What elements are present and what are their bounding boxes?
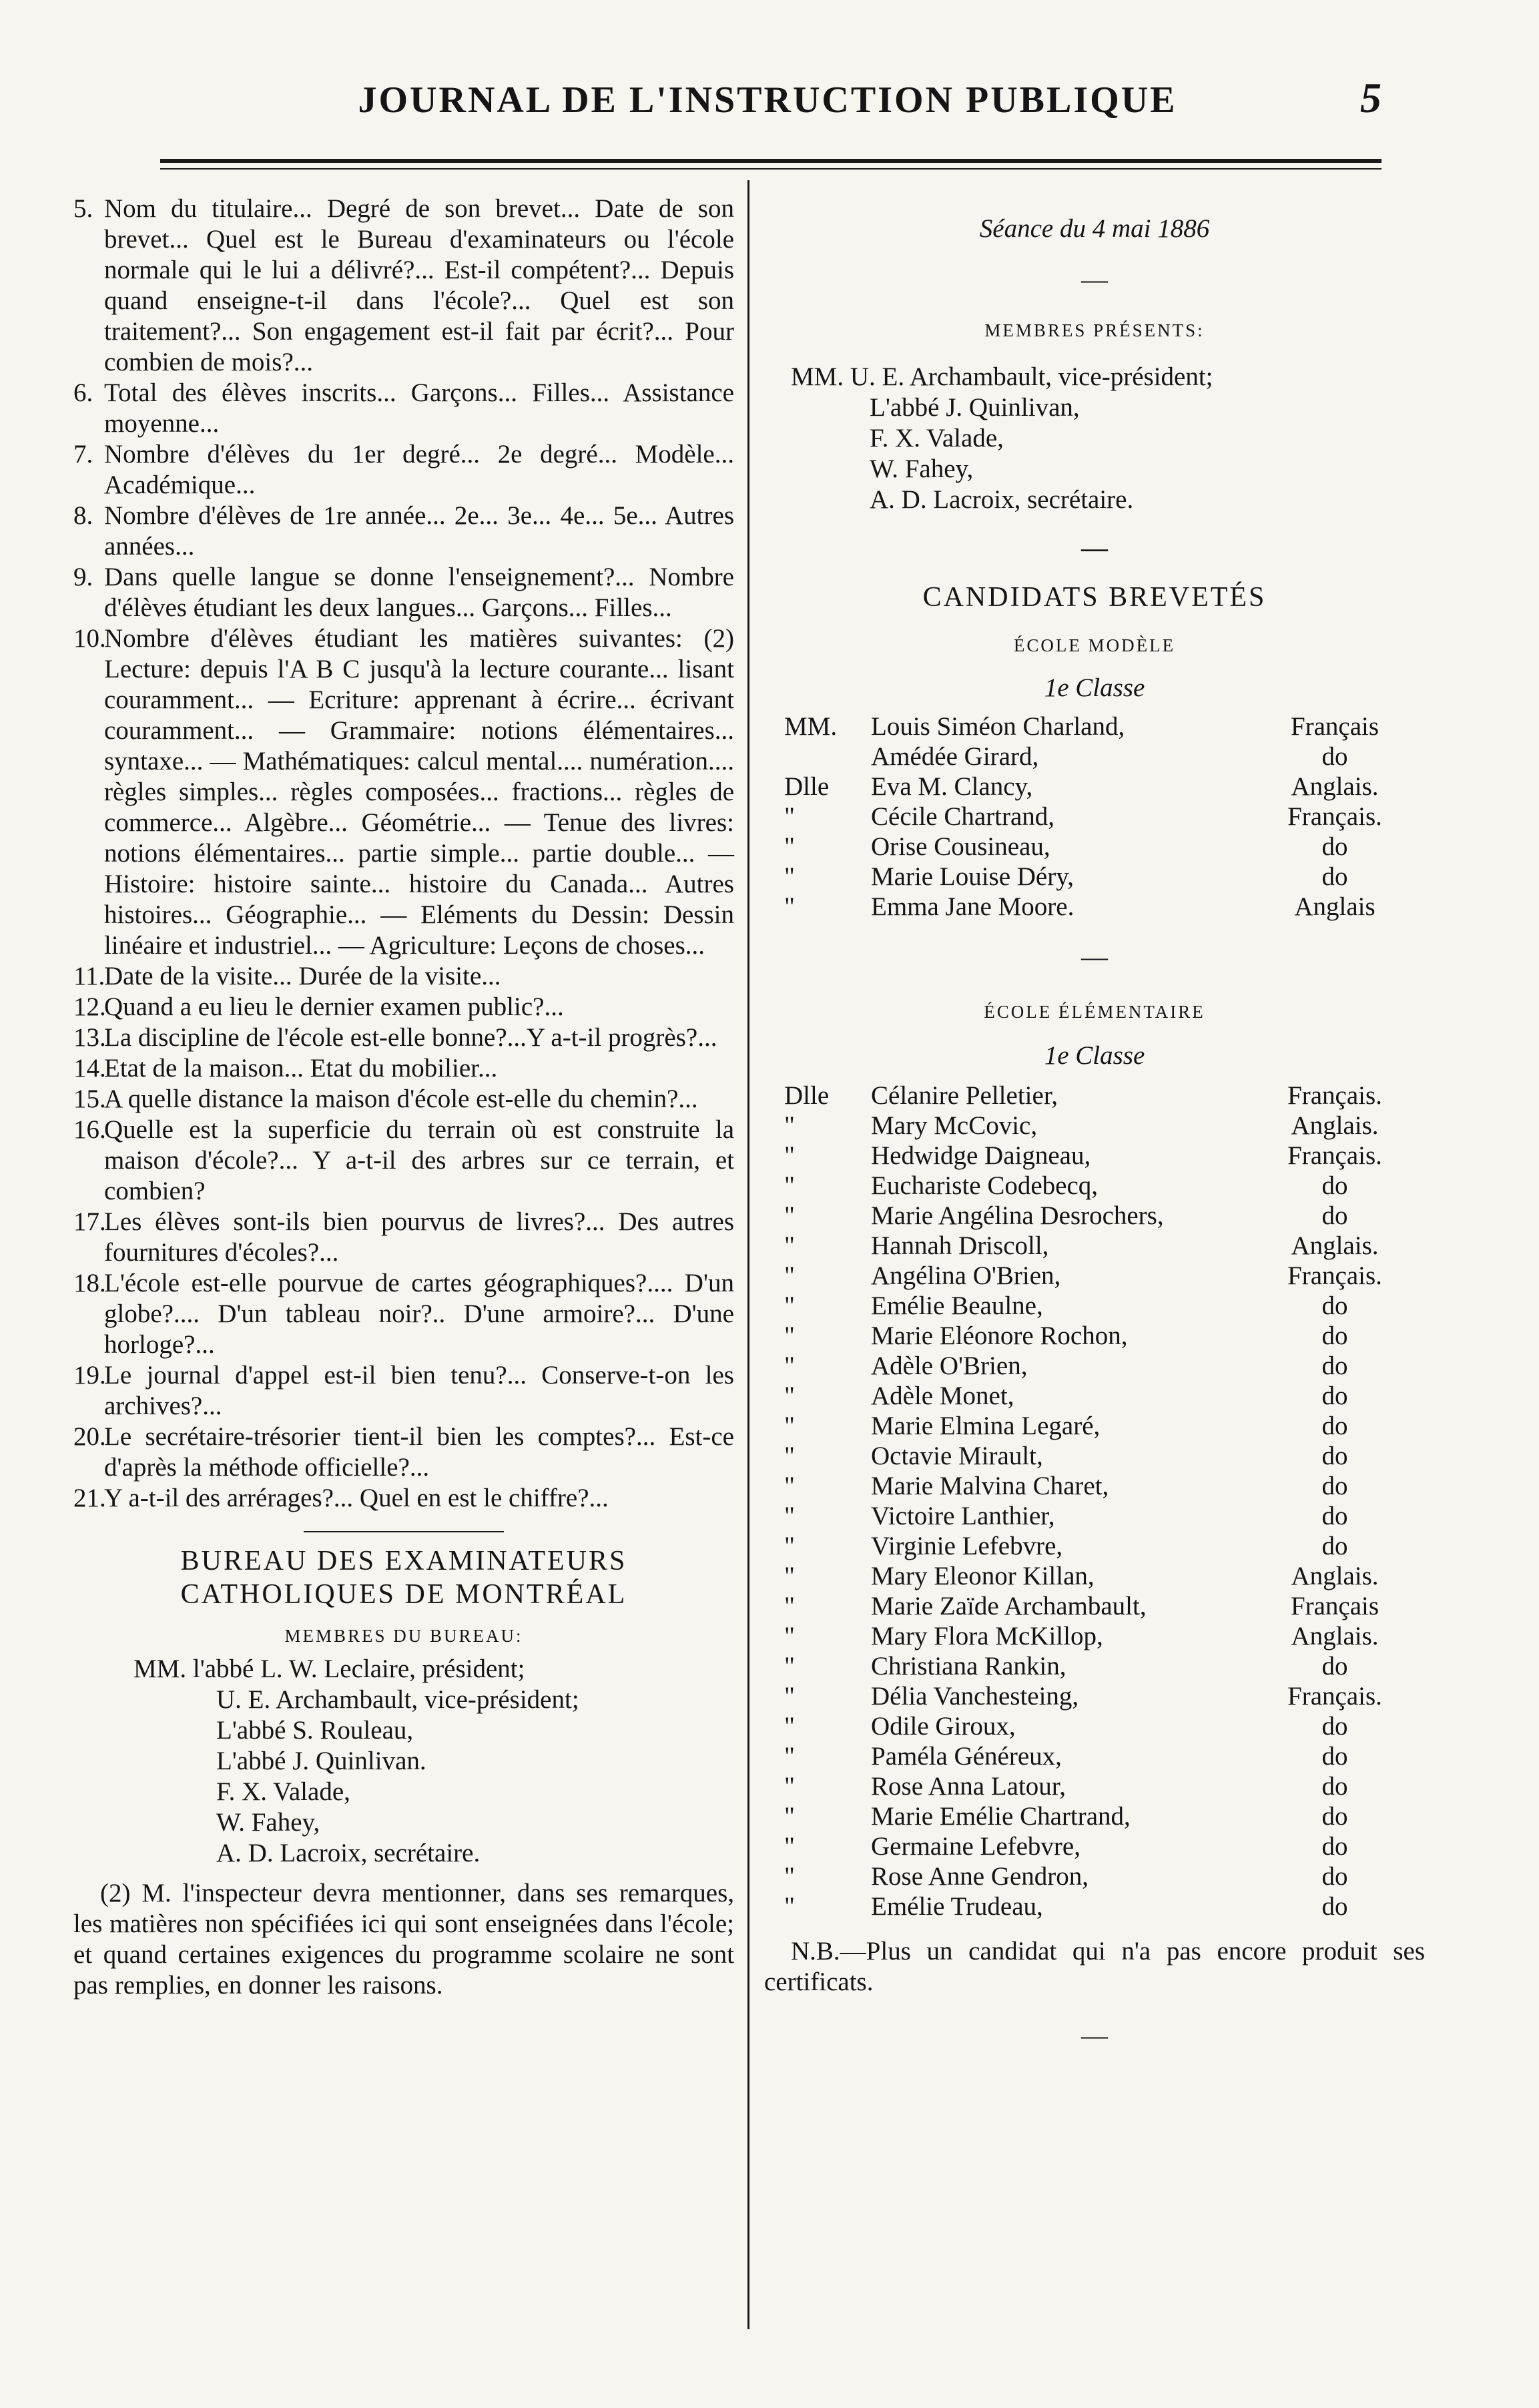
question-number: 19. <box>73 1361 106 1390</box>
candidate-row <box>784 1261 1412 1291</box>
left-column <box>73 194 734 2001</box>
candidate-name: Rose Anne Gendron, <box>871 1862 1089 1891</box>
question-item <box>73 1084 734 1115</box>
candidate-pre: " <box>784 1802 795 1831</box>
candidate-lang: Anglais. <box>1291 772 1379 801</box>
candidate-name: Emma Jane Moore. <box>871 892 1074 921</box>
question-number: 5. <box>73 194 93 223</box>
question-text: L'école est-elle pourvue de cartes géographiques?.... D'un globe?.... D'un tableau noir?.. D'une armoire?... D'une horloge?... <box>104 1269 734 1359</box>
candidate-lang: do <box>1321 1532 1348 1560</box>
seance-members <box>764 362 1425 515</box>
candidate-row <box>784 832 1412 862</box>
question-list <box>73 194 734 1514</box>
candidate-pre: " <box>784 1442 795 1470</box>
candidate-pre: " <box>784 1592 795 1620</box>
candidate-name: Mary McCovic, <box>871 1111 1038 1140</box>
question-number: 13. <box>73 1023 106 1052</box>
candidate-lang: do <box>1321 1742 1348 1771</box>
question-item <box>73 1360 734 1422</box>
question-item <box>73 562 734 623</box>
candidate-row <box>784 1231 1412 1261</box>
candidate-name: Marie Louise Déry, <box>871 862 1074 891</box>
candidate-lang: do <box>1321 1712 1348 1741</box>
candidate-name: Marie Elmina Legaré, <box>871 1412 1101 1440</box>
candidate-lang: Anglais <box>1294 892 1375 921</box>
candidate-pre: " <box>784 1712 795 1741</box>
question-item <box>73 1483 734 1514</box>
question-item <box>73 1207 734 1268</box>
candidate-lang: do <box>1321 1351 1348 1380</box>
candidate-pre: " <box>784 1291 795 1320</box>
question-number: 17. <box>73 1207 106 1236</box>
candidate-pre: " <box>784 1201 795 1230</box>
bureau-member: L'abbé J. Quinlivan. <box>216 1747 426 1775</box>
question-number: 12. <box>73 992 106 1021</box>
candidate-lang: do <box>1321 1412 1348 1440</box>
right-column <box>764 214 1425 2051</box>
candidate-lang: Français. <box>1287 1682 1382 1711</box>
candidate-pre: " <box>784 1532 795 1560</box>
candidate-row <box>784 1831 1412 1861</box>
candidate-lang: do <box>1321 1321 1348 1350</box>
journal-title: JOURNAL DE L'INSTRUCTION PUBLIQUE <box>358 79 1177 121</box>
question-text: Le secrétaire-trésorier tient-il bien les comptes?... Est-ce d'après la méthode officielle?... <box>104 1422 734 1482</box>
seance-member: L'abbé J. Quinlivan, <box>870 393 1080 422</box>
candidate-pre: " <box>784 832 795 861</box>
candidate-lang: Français. <box>1287 802 1382 831</box>
candidate-pre: " <box>784 1321 795 1350</box>
candidate-pre: " <box>784 1382 795 1410</box>
candidate-name: Mary Eleonor Killan, <box>871 1562 1095 1590</box>
seance-dash: — <box>1081 264 1108 294</box>
candidate-row <box>784 1651 1412 1681</box>
end-dash: — <box>1081 2020 1108 2050</box>
modele-end-dash: — <box>1081 942 1108 972</box>
nb-note: N.B.—Plus un candidat qui n'a pas encore produit ses certificats. <box>764 1937 1425 1996</box>
candidate-row <box>784 1111 1412 1141</box>
question-text: Nombre d'élèves du 1er degré... 2e degré... Modèle... Académique... <box>104 440 734 499</box>
question-number: 20. <box>73 1422 106 1451</box>
bureau-member: F. X. Valade, <box>216 1777 350 1806</box>
seance-members-heading: MEMBRES PRÉSENTS: <box>984 320 1205 340</box>
question-number: 9. <box>73 563 93 591</box>
candidate-row <box>784 1171 1412 1201</box>
candidate-name: Adèle Monet, <box>871 1382 1014 1410</box>
candidate-pre: Dlle <box>784 1081 830 1110</box>
candidate-lang: do <box>1321 1382 1348 1410</box>
ecole-modele-table <box>784 711 1412 922</box>
candidate-lang: do <box>1321 1472 1348 1500</box>
candidate-lang: do <box>1321 1201 1348 1230</box>
question-text: Nombre d'élèves de 1re année... 2e... 3e... 4e... 5e... Autres années... <box>104 501 734 561</box>
seance-member: MM. U. E. Archambault, vice-président; <box>791 362 1213 391</box>
candidate-name: Angélina O'Brien, <box>871 1261 1061 1290</box>
candidate-pre: " <box>784 1652 795 1681</box>
candidate-row <box>784 1381 1412 1411</box>
candidate-row <box>784 741 1412 772</box>
candidate-lang: Anglais. <box>1291 1622 1379 1650</box>
candidate-lang: Français <box>1290 1592 1379 1620</box>
candidate-lang: do <box>1321 1442 1348 1470</box>
candidate-lang: do <box>1321 1502 1348 1530</box>
candidate-name: Célanire Pelletier, <box>871 1081 1058 1110</box>
candidate-pre: " <box>784 802 795 831</box>
candidats-dash: — <box>1081 533 1108 563</box>
candidate-lang: do <box>1321 1171 1348 1200</box>
candidate-pre: " <box>784 1351 795 1380</box>
footnote: (2) M. l'inspecteur devra mentionner, dans ses remarques, les matières non spécifiées ici qui sont enseignées dans l'école; et quand certaines exigences du programme scolaire ne sont pas remplies, en donner les raisons. <box>73 1879 734 2000</box>
candidate-row <box>784 1621 1412 1651</box>
candidate-row <box>784 802 1412 832</box>
question-number: 14. <box>73 1054 106 1083</box>
question-text: Quelle est la superficie du terrain où est construite la maison d'école?... Y a-t-il des arbres sur ce terrain, et combien? <box>104 1115 734 1205</box>
candidate-pre: " <box>784 1231 795 1260</box>
bureau-member: A. D. Lacroix, secrétaire. <box>216 1839 481 1867</box>
candidate-row <box>784 1801 1412 1831</box>
candidate-name: Odile Giroux, <box>871 1712 1016 1741</box>
candidate-name: Délia Vanchesteing, <box>871 1682 1079 1711</box>
candidate-name: Hannah Driscoll, <box>871 1231 1049 1260</box>
candidate-lang: do <box>1321 1652 1348 1681</box>
ecole-modele-classe: 1e Classe <box>1044 673 1145 702</box>
candidate-row <box>784 1711 1412 1741</box>
question-text: Nombre d'élèves étudiant les matières suivantes: (2) Lecture: depuis l'A B C jusqu'à la lecture courante... lisant couramment... — Ecriture: apprenant à écrire... écrivant couramment... — Grammaire: notions élémentaires... syntaxe... — Mathématiques: calcul mental.... numération.... règles simples... règles composées... fractions... règles de commerce... Algèbre... Géométrie... — Tenue des livres: notions élémentaires... partie simple... partie double... — Histoire: histoire sainte... histoire du Canada... Autres histoires... Géographie... — Eléments du Dessin: Dessin linéaire et industriel... — Agriculture: Leçons de choses... <box>104 624 734 960</box>
candidate-row <box>784 1351 1412 1381</box>
question-number: 10. <box>73 624 106 653</box>
ecole-elementaire-classe: 1e Classe <box>1044 1041 1145 1070</box>
bureau-title: BUREAU DES EXAMINATEURS CATHOLIQUES DE MONTRÉAL <box>180 1546 627 1610</box>
candidate-name: Hedwidge Daigneau, <box>871 1141 1091 1170</box>
candidate-row <box>784 772 1412 802</box>
question-item <box>73 992 734 1022</box>
candidats-title: CANDIDATS BREVETÉS <box>922 582 1267 613</box>
candidate-row <box>784 1141 1412 1171</box>
candidate-lang: Français. <box>1287 1261 1382 1290</box>
candidate-name: Germaine Lefebvre, <box>871 1832 1081 1861</box>
ecole-modele-heading: ÉCOLE MODÈLE <box>1013 635 1176 655</box>
candidate-pre: " <box>784 1412 795 1440</box>
candidate-pre: Dlle <box>784 772 830 801</box>
bureau-member: L'abbé S. Rouleau, <box>216 1716 414 1745</box>
candidate-pre: MM. <box>784 712 838 741</box>
candidate-row <box>784 892 1412 922</box>
candidate-name: Rose Anna Latour, <box>871 1772 1066 1801</box>
candidate-name: Marie Malvina Charet, <box>871 1472 1109 1500</box>
candidate-name: Marie Angélina Desrochers, <box>871 1201 1164 1230</box>
candidate-name: Octavie Mirault, <box>871 1442 1043 1470</box>
seance-member: A. D. Lacroix, secrétaire. <box>870 485 1134 514</box>
question-text: Nom du titulaire... Degré de son brevet... Date de son brevet... Quel est le Bureau d'examinateurs ou l'école normale qui le lui a délivré?... Est-il compétent?... Depuis quand enseigne-t-il dans l'école?... Quel est son traitement?... Son engagement est-il fait par écrit?... Pour combien de mois?... <box>104 194 734 376</box>
candidate-lang: do <box>1321 1862 1348 1891</box>
candidate-lang: do <box>1321 832 1348 861</box>
question-text: Les élèves sont-ils bien pourvus de livres?... Des autres fournitures d'écoles?... <box>104 1207 734 1267</box>
candidate-row <box>784 1861 1412 1891</box>
candidate-name: Emélie Trudeau, <box>871 1892 1043 1921</box>
candidate-name: Victoire Lanthier, <box>871 1502 1055 1530</box>
ecole-elementaire-table <box>784 1081 1412 1921</box>
question-number: 7. <box>73 440 93 469</box>
question-text: Date de la visite... Durée de la visite... <box>104 962 501 990</box>
candidate-name: Mary Flora McKillop, <box>871 1622 1103 1650</box>
candidate-row <box>784 1201 1412 1231</box>
question-text: La discipline de l'école est-elle bonne?...Y a-t-il progrès?... <box>104 1023 717 1052</box>
question-item <box>73 194 734 378</box>
seance-member: F. X. Valade, <box>870 424 1004 453</box>
candidate-pre <box>784 741 871 772</box>
candidate-lang: Anglais. <box>1291 1562 1379 1590</box>
page-header <box>153 74 1381 139</box>
candidate-lang: Français. <box>1287 1141 1382 1170</box>
candidate-row <box>784 1531 1412 1561</box>
candidate-name: Marie Eléonore Rochon, <box>871 1321 1128 1350</box>
candidate-name: Cécile Chartrand, <box>871 802 1055 831</box>
candidate-row <box>784 1081 1412 1111</box>
question-item <box>73 439 734 501</box>
candidate-name: Eva M. Clancy, <box>871 772 1033 801</box>
candidate-row <box>784 1681 1412 1711</box>
candidate-row <box>784 1501 1412 1531</box>
candidate-row <box>784 1591 1412 1621</box>
page-number: 5 <box>1360 74 1381 121</box>
candidate-lang: do <box>1321 862 1348 891</box>
question-item <box>73 1422 734 1483</box>
candidate-lang: Français. <box>1287 1081 1382 1110</box>
candidate-row <box>784 711 1412 741</box>
question-item <box>73 501 734 562</box>
question-text: Dans quelle langue se donne l'enseignement?... Nombre d'élèves étudiant les deux langues... Garçons... Filles... <box>104 563 734 622</box>
candidate-pre: " <box>784 1171 795 1200</box>
candidate-pre: " <box>784 862 795 891</box>
candidate-row <box>784 1471 1412 1501</box>
bureau-members <box>73 1654 734 1869</box>
candidate-row <box>784 1891 1412 1921</box>
candidate-pre: " <box>784 1832 795 1861</box>
candidate-lang: do <box>1321 1772 1348 1801</box>
candidate-lang: Anglais. <box>1291 1231 1379 1260</box>
candidate-pre: " <box>784 1682 795 1711</box>
question-item <box>73 1022 734 1053</box>
candidate-row <box>784 1291 1412 1321</box>
candidate-pre: " <box>784 1502 795 1530</box>
question-number: 21. <box>73 1484 106 1512</box>
question-text: A quelle distance la maison d'école est-elle du chemin?... <box>104 1085 698 1113</box>
candidate-lang: do <box>1321 1892 1348 1921</box>
candidate-lang: do <box>1321 742 1348 771</box>
question-number: 18. <box>73 1269 106 1297</box>
bureau-member: U. E. Archambault, vice-président; <box>216 1685 579 1714</box>
candidate-name: Marie Emélie Chartrand, <box>871 1802 1131 1831</box>
candidate-pre: " <box>784 1892 795 1921</box>
candidate-pre: " <box>784 1862 795 1891</box>
question-number: 8. <box>73 501 93 530</box>
column-divider <box>747 180 749 2329</box>
question-item <box>73 623 734 961</box>
question-text: Total des élèves inscrits... Garçons... Filles... Assistance moyenne... <box>104 378 734 438</box>
bureau-member: MM. l'abbé L. W. Leclaire, président; <box>133 1654 525 1683</box>
question-item <box>73 1268 734 1360</box>
candidate-row <box>784 1771 1412 1801</box>
candidate-row <box>784 1321 1412 1351</box>
candidate-name: Orise Cousineau, <box>871 832 1050 861</box>
candidate-pre: " <box>784 1111 795 1140</box>
candidate-name: Adèle O'Brien, <box>871 1351 1028 1380</box>
ecole-elementaire-heading: ÉCOLE ÉLÉMENTAIRE <box>984 1002 1205 1022</box>
candidate-pre: " <box>784 1772 795 1801</box>
candidate-row <box>784 1411 1412 1441</box>
candidate-pre: " <box>784 1622 795 1650</box>
candidate-row <box>784 1441 1412 1471</box>
candidate-row <box>784 862 1412 892</box>
seance-date: Séance du 4 mai 1886 <box>979 214 1210 243</box>
candidate-name: Virginie Lefebvre, <box>871 1532 1063 1560</box>
question-number: 11. <box>73 962 105 990</box>
candidate-lang: do <box>1321 1802 1348 1831</box>
candidate-name: Paméla Généreux, <box>871 1742 1062 1771</box>
candidate-name: Marie Zaïde Archambault, <box>871 1592 1147 1620</box>
question-item <box>73 1115 734 1207</box>
bureau-member: W. Fahey, <box>216 1808 320 1837</box>
bureau-members-heading: MEMBRES DU BUREAU: <box>284 1626 523 1646</box>
candidate-name: Christiana Rankin, <box>871 1652 1066 1681</box>
question-text: Y a-t-il des arrérages?... Quel en est le chiffre?... <box>104 1484 609 1512</box>
question-number: 6. <box>73 378 93 407</box>
candidate-pre: " <box>784 1742 795 1771</box>
candidate-pre: " <box>784 1562 795 1590</box>
candidate-name: Euchariste Codebecq, <box>871 1171 1099 1200</box>
question-text: Etat de la maison... Etat du mobilier... <box>104 1054 498 1083</box>
candidate-name: Amédée Girard, <box>871 742 1039 771</box>
section-rule <box>304 1531 504 1532</box>
question-item <box>73 1053 734 1084</box>
candidate-lang: Français <box>1290 712 1379 741</box>
candidate-row <box>784 1741 1412 1771</box>
seance-member: W. Fahey, <box>870 455 974 483</box>
question-item <box>73 378 734 439</box>
question-text: Le journal d'appel est-il bien tenu?... Conserve-t-on les archives?... <box>104 1361 734 1420</box>
question-number: 16. <box>73 1115 106 1144</box>
question-item <box>73 961 734 992</box>
candidate-lang: do <box>1321 1832 1348 1861</box>
candidate-pre: " <box>784 892 795 921</box>
candidate-pre: " <box>784 1141 795 1170</box>
candidate-pre: " <box>784 1472 795 1500</box>
candidate-pre: " <box>784 1261 795 1290</box>
header-rule-thick <box>160 159 1381 163</box>
question-text: Quand a eu lieu le dernier examen public?... <box>104 992 564 1021</box>
candidate-lang: Anglais. <box>1291 1111 1379 1140</box>
candidate-name: Louis Siméon Charland, <box>871 712 1125 741</box>
candidate-lang: do <box>1321 1291 1348 1320</box>
candidate-row <box>784 1561 1412 1591</box>
header-rule-thin <box>160 168 1381 170</box>
candidate-name: Emélie Beaulne, <box>871 1291 1043 1320</box>
question-number: 15. <box>73 1085 106 1113</box>
